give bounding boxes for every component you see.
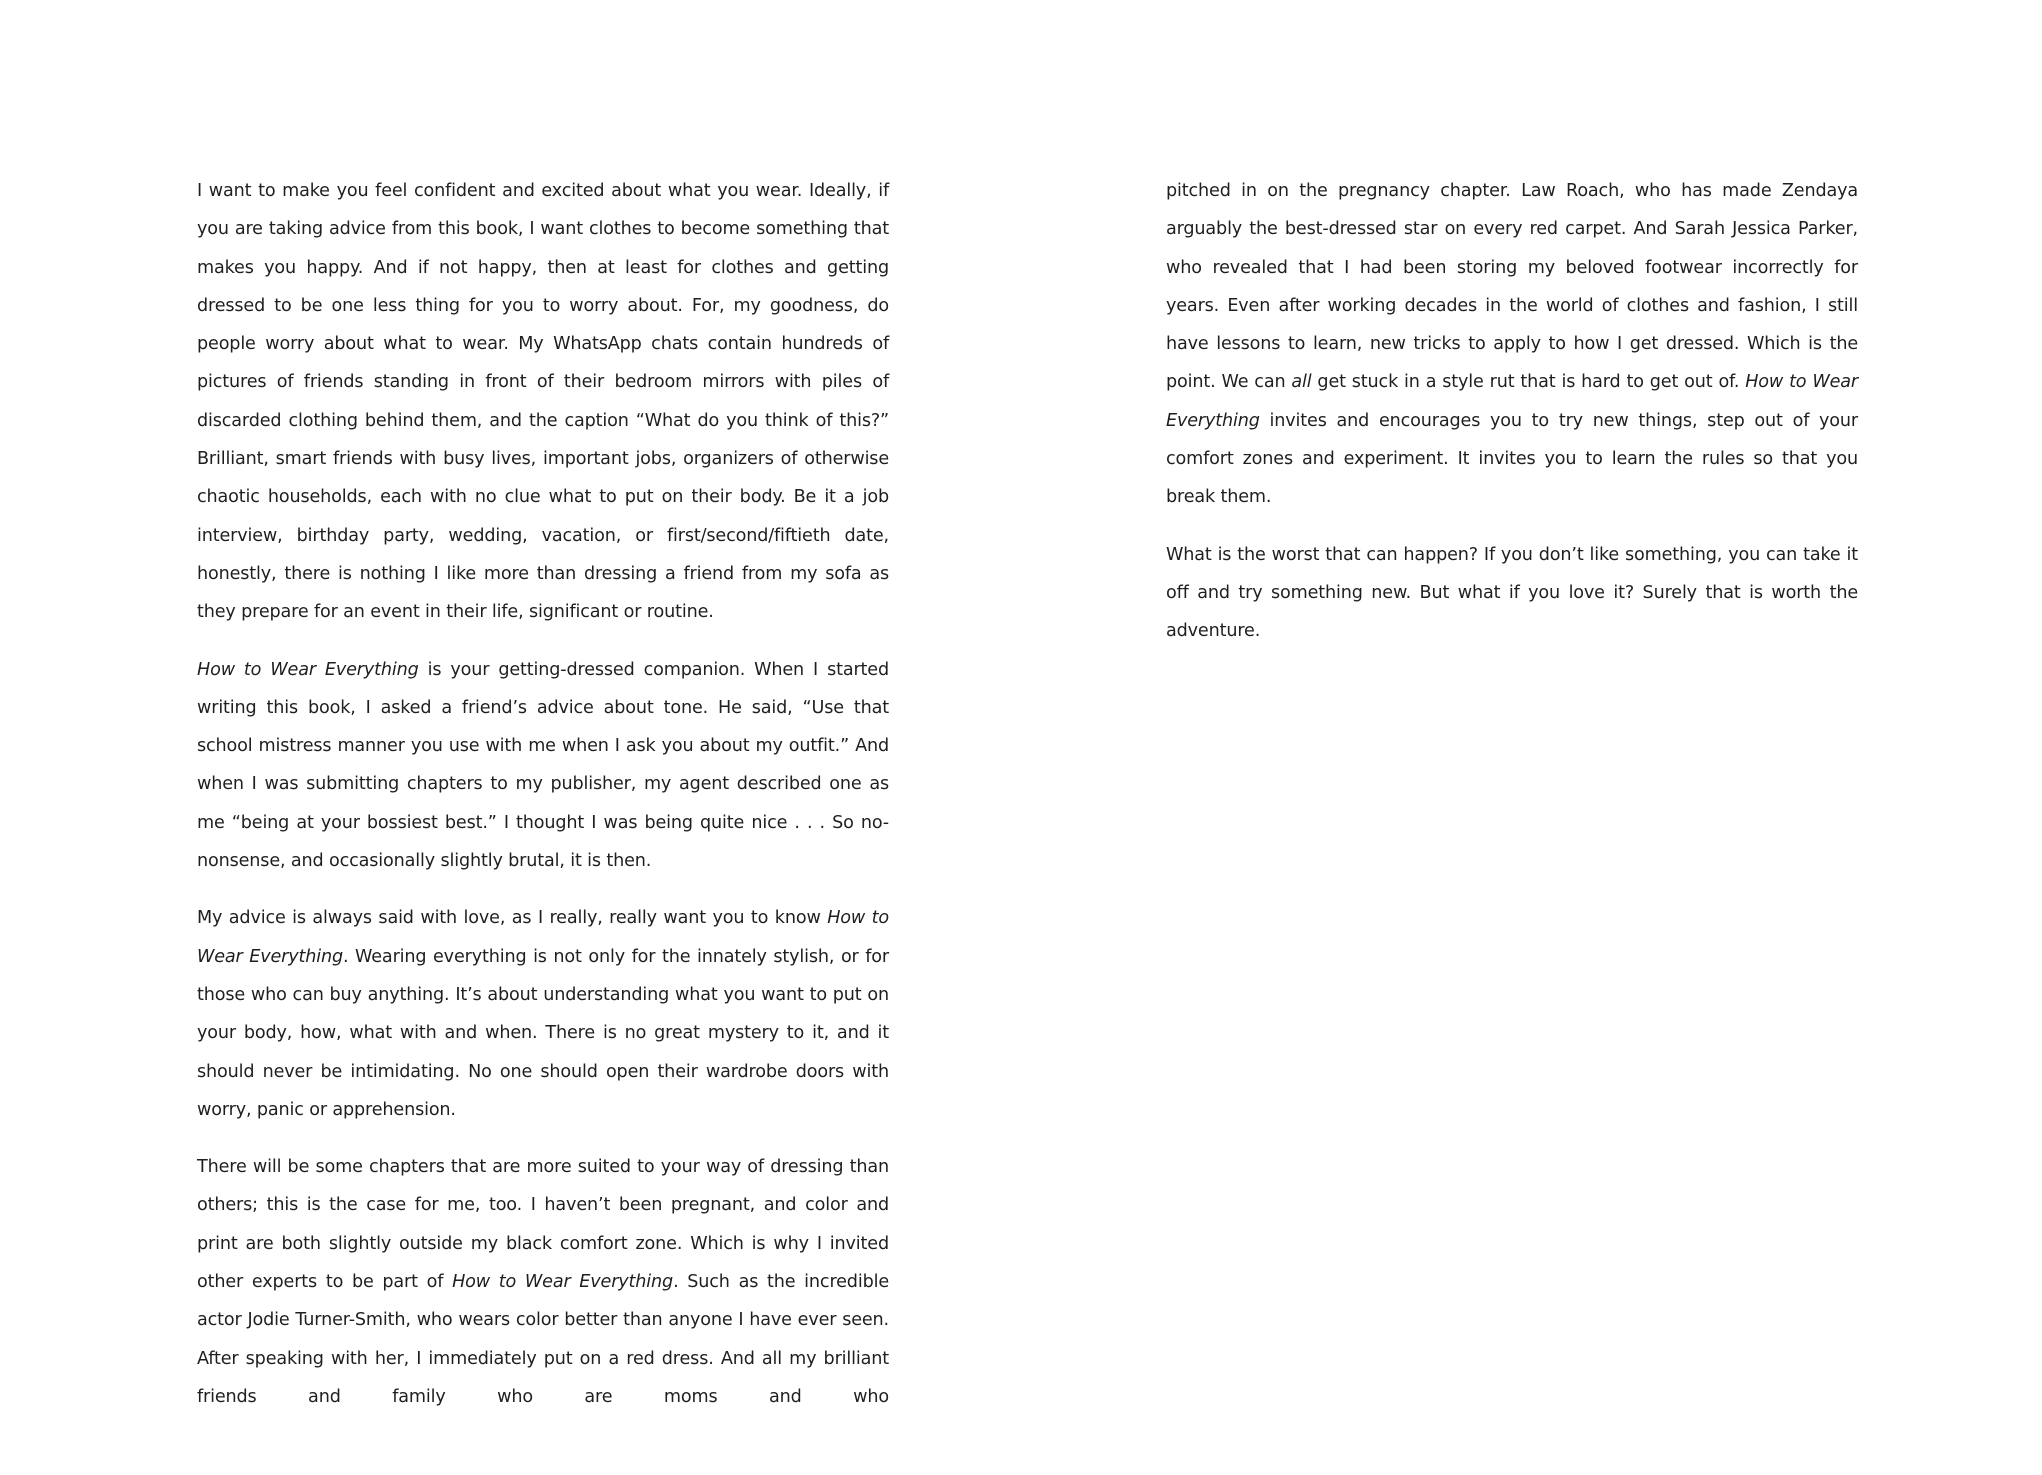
text-run: invites and encourages you to try new things, step out of your comfort zones and experiment. It invites you to learn the rules so that you break them. (1166, 410, 1858, 508)
text-run: What is the worst that can happen? If you don’t like something, you can take it off and try something new. But what if you love it? Surely that is worth the adventure. (1166, 544, 1858, 642)
text-run: . Such as the incredible actor Jodie Turner-Smith, who wears color better than anyone I have ever seen. After speaking with her, I immediately put on a red dress. And all my brilliant friends and family who are moms and who (197, 1272, 889, 1407)
text-run: . Wearing everything is not only for the innately stylish, or for those who can buy anything. It’s about understanding what you want to put on your body, how, what with and when. There is no great mystery to it, and it should never be intimidating. No one should open their wardrobe doors with worry, panic or apprehension. (197, 946, 889, 1120)
book-title-italic: How to Wear Everything (197, 659, 419, 680)
paragraph (197, 1148, 889, 1416)
left-page (197, 172, 889, 1435)
paragraph (197, 899, 889, 1129)
paragraph (1166, 536, 1858, 651)
book-title-italic: How to Wear Everything (452, 1272, 674, 1293)
text-run: get stuck in a style rut that is hard to get out of. (1311, 372, 1746, 393)
text-run: is your getting-dressed companion. When I started writing this book, I asked a friend’s advice about tone. He said, “Use that school mistress manner you use with me when I ask you about my outfit.” And when I was submitting chapters to my publisher, my agent described one as me “being at your bossiest best.” I thought I was being quite nice . . . So no-nonsense, and occasionally slightly brutal, it is then. (197, 659, 889, 872)
paragraph (197, 172, 889, 632)
book-title-italic: How to Wear Everything (1166, 372, 1858, 431)
paragraph (197, 651, 889, 881)
text-run: pitched in on the pregnancy chapter. Law Roach, who has made Zendaya arguably the best-dressed star on every red carpet. And Sarah Jessica Parker, who revealed that I had been storing my beloved footwear incorrectly for years. Even after working decades in the world of clothes and fashion, I still have lessons to learn, new tricks to apply to how I get dressed. Which is the point. We can (1166, 181, 1858, 393)
text-run: I want to make you feel confident and excited about what you wear. Ideally, if you are taking advice from this book, I want clothes to become something that makes you happy. And if not happy, then at least for clothes and getting dressed to be one less thing for you to worry about. For, my goodness, do people worry about what to wear. My WhatsApp chats contain hundreds of pictures of friends standing in front of their bedroom mirrors with piles of discarded clothing behind them, and the caption “What do you think of this?” Brilliant, smart friends with busy lives, important jobs, organizers of otherwise chaotic households, each with no clue what to put on their body. Be it a job interview, birthday party, wedding, vacation, or first/second/fiftieth date, honestly, there is nothing I like more than dressing a friend from my sofa as they prepare for an event in their life, significant or routine. (197, 181, 889, 623)
emphasis-italic: all (1291, 372, 1312, 393)
text-run: There will be some chapters that are more suited to your way of dressing than others; this is the case for me, too. I haven’t been pregnant, and color and print are both slightly outside my black comfort zone. Which is why I invited other experts to be part of (197, 1157, 889, 1293)
text-run: My advice is always said with love, as I really, really want you to know (197, 908, 828, 929)
paragraph (1166, 172, 1858, 517)
right-page (1166, 172, 1858, 670)
book-title-italic: How to Wear Everything (197, 908, 889, 967)
